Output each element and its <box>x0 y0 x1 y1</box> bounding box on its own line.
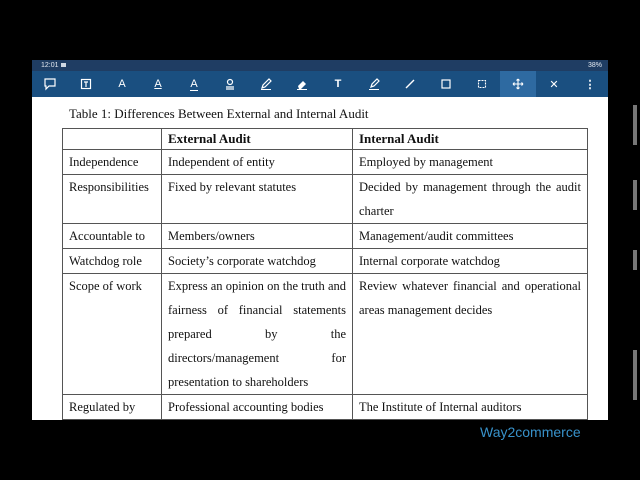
header-internal-audit: Internal Audit <box>353 129 588 150</box>
highlighter-icon[interactable] <box>356 71 392 97</box>
table-row <box>63 224 588 249</box>
strikethrough-icon[interactable]: A <box>118 78 126 90</box>
status-bar <box>32 60 608 71</box>
external-cell: Independent of entity <box>162 150 353 175</box>
comparison-table <box>62 128 588 420</box>
external-cell: Express an opinion on the truth and fairness of financial statements prepared by the directors/management for presentation to shareholders <box>162 274 353 395</box>
header-empty <box>63 129 162 150</box>
row-label: Scope of work <box>63 274 162 395</box>
comment-icon[interactable] <box>32 71 68 97</box>
close-icon[interactable]: ✕ <box>549 78 559 91</box>
internal-cell: Employed by management <box>353 150 588 175</box>
table-caption: Table 1: Differences Between External and Internal Audit <box>69 106 369 121</box>
background-edge <box>630 100 640 480</box>
tablet-screen <box>32 60 608 440</box>
table-row <box>63 175 588 224</box>
row-label: Regulated by <box>63 395 162 420</box>
internal-cell: The Institute of Internal auditors <box>353 395 588 420</box>
recording-icon <box>61 63 66 67</box>
line-icon[interactable] <box>392 71 428 97</box>
eraser-icon[interactable] <box>284 71 320 97</box>
more-options-icon[interactable]: ⋮ <box>584 78 596 91</box>
battery-level: 38% <box>587 62 602 69</box>
pan-icon[interactable] <box>500 71 536 97</box>
row-label: Responsibilities <box>63 175 162 224</box>
header-external-audit: External Audit <box>162 129 353 150</box>
external-cell: Members/owners <box>162 224 353 249</box>
squiggly-icon[interactable]: A <box>190 77 198 90</box>
table-row <box>63 150 588 175</box>
text-box-icon[interactable] <box>68 71 104 97</box>
clock: 12:01 <box>41 62 59 69</box>
table-row <box>63 249 588 274</box>
row-label: Independence <box>63 150 162 175</box>
crop-icon[interactable] <box>464 71 500 97</box>
external-cell: Professional accounting bodies <box>162 395 353 420</box>
internal-cell: Decided by management through the audit charter <box>353 175 588 224</box>
internal-cell: Management/audit committees <box>353 224 588 249</box>
channel-watermark: Way2commerce <box>480 424 581 440</box>
stamp-icon[interactable] <box>212 71 248 97</box>
pen-icon[interactable] <box>248 71 284 97</box>
table-row <box>63 395 588 420</box>
text-icon[interactable]: T <box>334 78 342 90</box>
rectangle-icon[interactable] <box>428 71 464 97</box>
document-page[interactable] <box>32 97 608 440</box>
table-row <box>63 274 588 395</box>
annotation-toolbar <box>32 71 608 97</box>
external-cell: Fixed by relevant statutes <box>162 175 353 224</box>
underline-icon[interactable]: A <box>154 78 162 90</box>
internal-cell: Internal corporate watchdog <box>353 249 588 274</box>
row-label: Watchdog role <box>63 249 162 274</box>
table-header-row <box>63 129 588 150</box>
external-cell: Society’s corporate watchdog <box>162 249 353 274</box>
row-label: Accountable to <box>63 224 162 249</box>
internal-cell: Review whatever financial and operational areas management decides <box>353 274 588 395</box>
